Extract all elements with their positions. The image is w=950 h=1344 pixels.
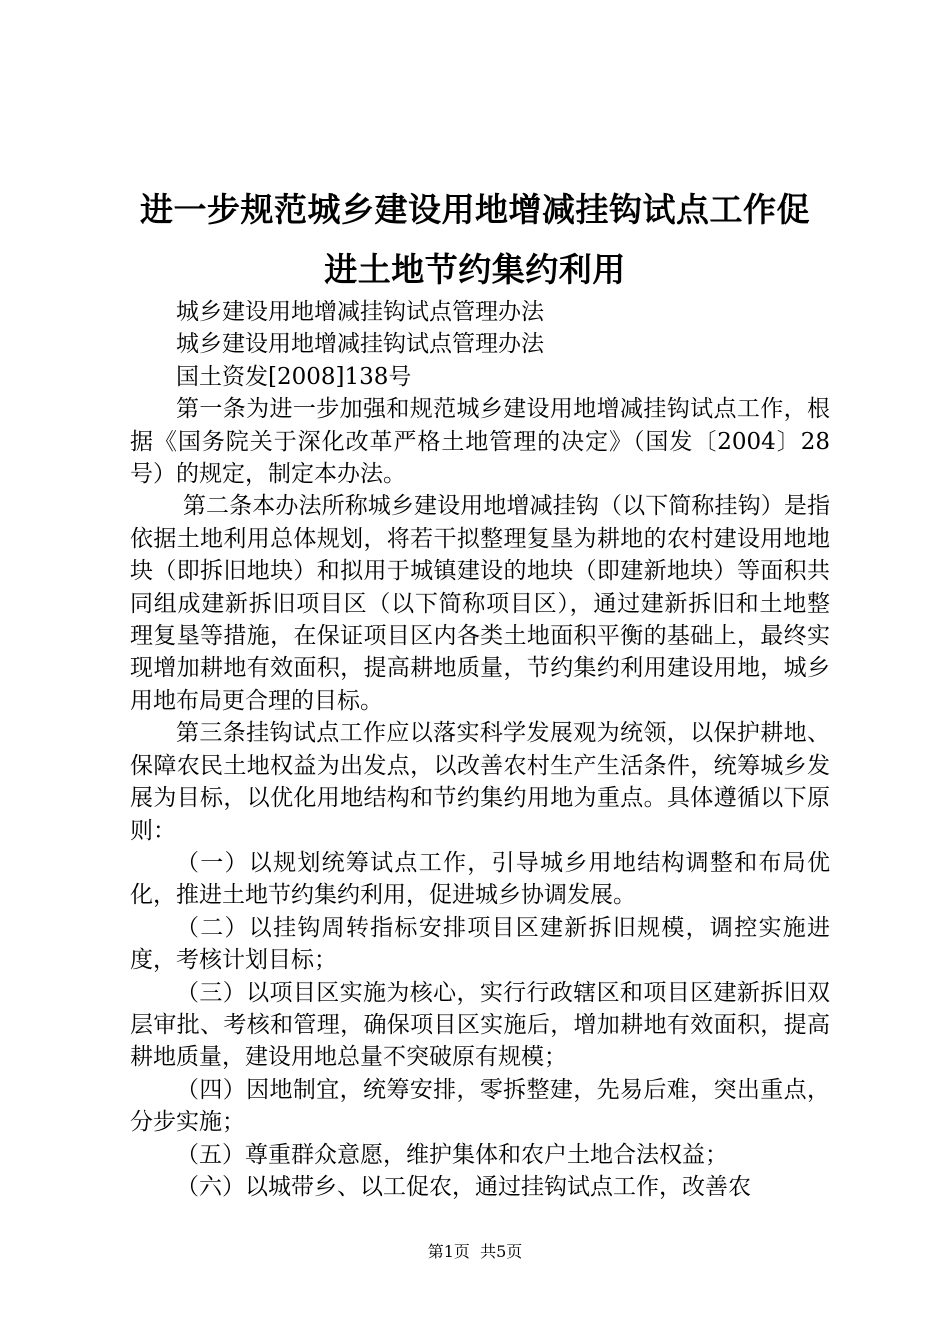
paragraph-principle-2: （二）以挂钩周转指标安排项目区建新拆旧规模，调控实施进度，考核计划目标； [130,914,830,974]
paragraph-principle-3: （三）以项目区实施为核心，实行行政辖区和项目区建新拆旧双层审批、考核和管理，确保项目区实施后，增加耕地有效面积，提高耕地质量，建设用地总量不突破原有规模； [130,979,830,1071]
paragraph-subtitle-2: 城乡建设用地增减挂钩试点管理办法 [176,331,544,358]
paragraph-article-2: 第二条本办法所称城乡建设用地增减挂钩（以下简称挂钩）是指依据土地利用总体规划，将若干拟整理复垦为耕地的农村建设用地地块（即拆旧地块）和拟用于城镇建设的地块（即建新地块）等面积共同组成建新拆旧项目区（以下简称项目区），通过建新拆旧和土地整理复垦等措施，在保证项目区内各类土地面积平衡的基础上，最终实现增加耕地有效面积，提高耕地质量，节约集约利用建设用地，城乡用地布局更合理的目标。 [130,493,830,714]
document-body [130,296,830,1203]
document-title-line-2: 进土地节约集约利用 [324,250,626,289]
paragraph-doc-number: 国土资发[2008]138号 [176,363,412,390]
paragraph-article-3: 第三条挂钩试点工作应以落实科学发展观为统领，以保护耕地、保障农民土地权益为出发点，以改善农村生产生活条件，统筹城乡发展为目标，以优化用地结构和节约集约用地为重点。具体遵循以下原则： [130,720,830,844]
paragraph-principle-4: （四）因地制宜，统筹安排，零拆整建，先易后难，突出重点，分步实施； [130,1076,830,1136]
paragraph-principle-1: （一）以规划统筹试点工作，引导城乡用地结构调整和布局优化，推进土地节约集约利用，促进城乡协调发展。 [130,849,830,909]
paragraph-principle-5: （五）尊重群众意愿，维护集体和农户土地合法权益； [176,1141,728,1168]
paragraph-subtitle-1: 城乡建设用地增减挂钩试点管理办法 [176,299,544,325]
document-title-line-1: 进一步规范城乡建设用地增减挂钩试点工作促 [140,190,810,229]
paragraph-article-1: 第一条为进一步加强和规范城乡建设用地增减挂钩试点工作，根据《国务院关于深化改革严格土地管理的决定》（国发〔2004〕28号）的规定，制定本办法。 [130,396,830,488]
page-footer: 第1页 共5页 [427,1242,523,1261]
paragraph-principle-6: （六）以城带乡、以工促农，通过挂钩试点工作，改善农 [176,1173,751,1200]
